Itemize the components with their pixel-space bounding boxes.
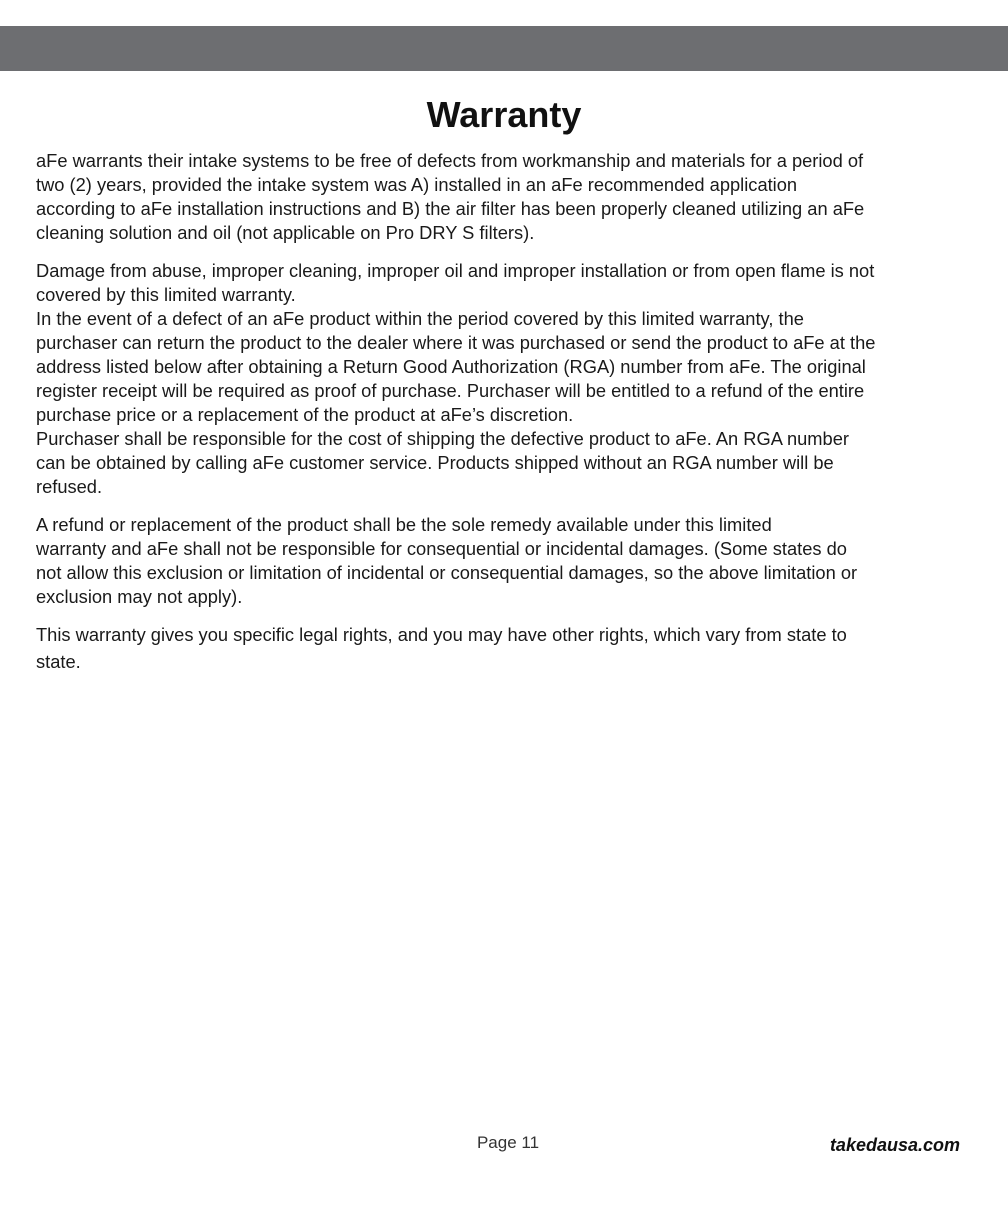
text-line: covered by this limited warranty. [36,284,296,305]
paragraph-legal-rights [36,623,976,674]
paragraph-exclusions-returns [36,259,976,499]
text-line: In the event of a defect of an aFe product within the period covered by this limited warranty, the [36,308,804,329]
text-line: A refund or replacement of the product shall be the sole remedy available under this limited [36,514,772,535]
text-line: cleaning solution and oil (not applicable on Pro DRY S filters). [36,222,535,243]
page-title: Warranty [426,94,582,135]
warranty-body [36,149,976,688]
text-line: two (2) years, provided the intake system was A) installed in an aFe recommended application [36,174,798,195]
text-line: Damage from abuse, improper cleaning, improper oil and improper installation or from open flame is not [36,260,875,281]
text-line: can be obtained by calling aFe customer service. Products shipped without an RGA number will be [36,452,834,473]
text-line: according to aFe installation instructions and B) the air filter has been properly cleaned utilizing an aFe [36,198,865,219]
text-line: aFe warrants their intake systems to be free of defects from workmanship and materials for a period of [36,150,864,171]
text-line: state. [36,651,81,672]
text-line: Purchaser shall be responsible for the cost of shipping the defective product to aFe. An RGA number [36,428,849,449]
header-bar [0,26,1008,71]
website-label: takedausa.com [829,1135,960,1155]
text-line: exclusion may not apply). [36,586,243,607]
text-line: address listed below after obtaining a Return Good Authorization (RGA) number from aFe. The original [36,356,866,377]
text-line: not allow this exclusion or limitation of incidental or consequential damages, so the above limitation or [36,562,858,583]
page-number: Page 11 [476,1133,540,1152]
paragraph-remedy [36,513,976,609]
text-line: purchase price or a replacement of the product at aFe’s discretion. [36,404,574,425]
text-line: refused. [36,476,103,497]
text-line: warranty and aFe shall not be responsible for consequential or incidental damages. (Some states do [36,538,847,559]
text-line: register receipt will be required as proof of purchase. Purchaser will be entitled to a refund of the entire [36,380,865,401]
text-line: purchaser can return the product to the dealer where it was purchased or send the product to aFe at the [36,332,876,353]
text-line: This warranty gives you specific legal rights, and you may have other rights, which vary from state to [36,624,847,645]
paragraph-coverage [36,149,976,245]
